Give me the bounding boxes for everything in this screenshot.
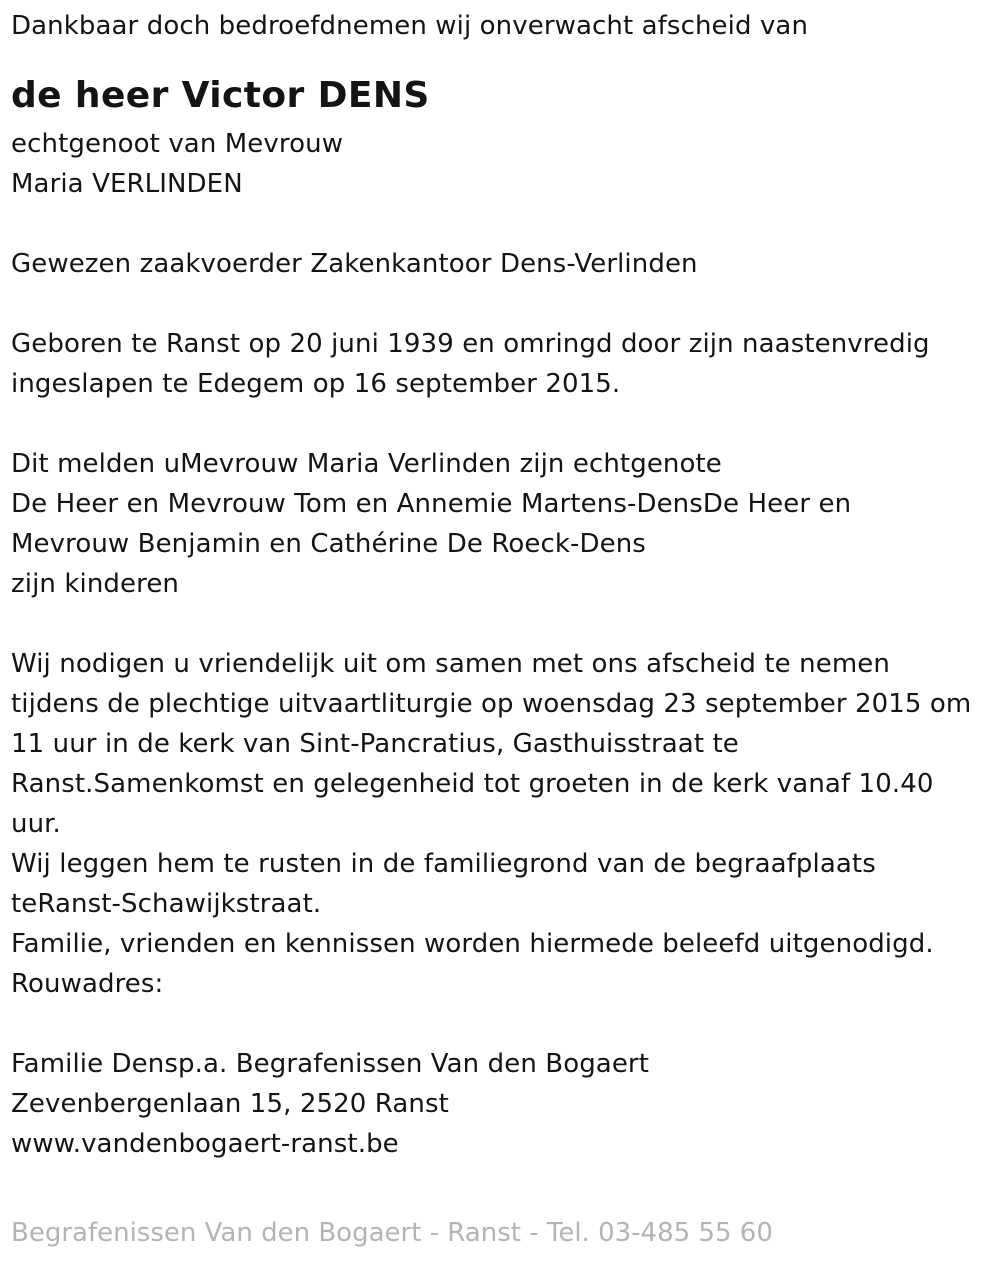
spouse-line-1: echtgenoot van Mevrouw [11,129,344,159]
invite-line: Familie, vrienden en kennissen worden hiermede beleefd uitgenodigd. [11,929,934,959]
address-line: Familie Densp.a. Begrafenissen Van den Bogaert [11,1049,650,1079]
deceased-name: de heer Victor DENS [11,75,430,116]
family-line-1: Dit melden uMevrouw Maria Verlinden zijn echtgenote [11,449,722,479]
invite-line: Wij nodigen u vriendelijk uit om samen met ons afscheid te nemen [11,649,890,679]
death-notice [11,6,991,1164]
family-line-2: De Heer en Mevrouw Tom en Annemie Martens-DensDe Heer en [11,489,852,519]
invite-line: uur. [11,809,61,839]
family-line-3: Mevrouw Benjamin en Cathérine De Roeck-Dens [11,529,646,559]
mourning-address-label: Rouwadres: [11,969,164,999]
website-link[interactable]: www.vandenbogaert-ranst.be [11,1129,399,1159]
address-line: Zevenbergenlaan 15, 2520 Ranst [11,1089,449,1119]
invite-line: Ranst.Samenkomst en gelegenheid tot groeten in de kerk vanaf 10.40 [11,769,934,799]
spouse-line-2: Maria VERLINDEN [11,169,243,199]
birth-line-2: ingeslapen te Edegem op 16 september 2015. [11,369,621,399]
intro-text: Dankbaar doch bedroefdnemen wij onverwacht afscheid van [11,11,809,41]
occupation-text: Gewezen zaakvoerder Zakenkantoor Dens-Verlinden [11,249,698,279]
invite-line: Wij leggen hem te rusten in de familiegrond van de begraafplaats [11,849,876,879]
family-line-4: zijn kinderen [11,569,179,599]
funeral-home-footer: Begrafenissen Van den Bogaert - Ranst - Tel. 03-485 55 60 [11,1218,773,1248]
invite-line: tijdens de plechtige uitvaartliturgie op woensdag 23 september 2015 om [11,689,972,719]
invite-line: 11 uur in de kerk van Sint-Pancratius, Gasthuisstraat te [11,729,739,759]
birth-line-1: Geboren te Ranst op 20 juni 1939 en omringd door zijn naastenvredig [11,329,930,359]
invite-line: teRanst-Schawijkstraat. [11,889,322,919]
